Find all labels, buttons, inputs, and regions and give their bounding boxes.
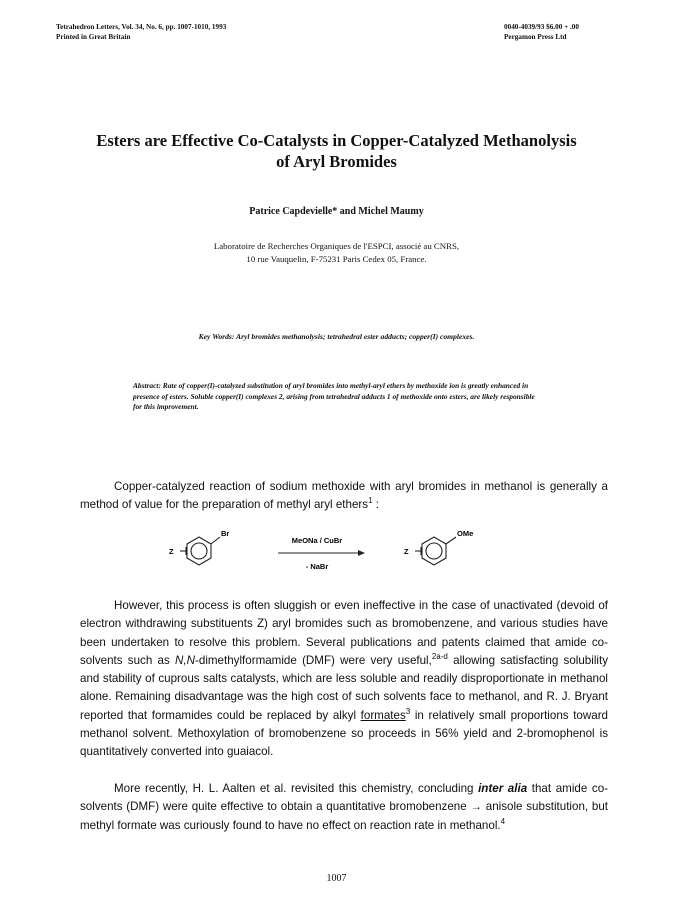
journal-citation: Tetrahedron Letters, Vol. 34, No. 6, pp. 1007-1010, 1993 [56,23,227,31]
reagent-bottom: - NaBr [305,562,329,571]
paper-title [40,130,633,172]
paragraph-3 [80,780,608,835]
product-z-label: Z [404,547,409,556]
p1-tail: : [372,498,379,512]
publisher: Pergamon Press Ltd [504,33,567,41]
ref-1: 1 [368,496,373,506]
p3-inter-alia: inter alia [478,782,528,795]
title-line-2: of Aryl Bromides [276,152,397,171]
reactant-z-label: Z [169,547,174,556]
paragraph-2 [80,597,608,762]
reactant-br-label: Br [221,529,230,538]
p2-text-d: in relatively small proportions toward methanol solvent. Methoxylation of bromobenzene so proceeds in 56% yield and 2-bromophenol is quantitatively converted into guaiacol. [80,708,608,759]
paragraph-1 [80,478,608,515]
affiliation-line-1: Laboratoire de Recherches Organiques de l'ESPCI, associé au CNRS, [213,241,460,251]
product-ome-label: OMe [457,529,474,538]
reagent-top: MeONa / CuBr [291,536,343,545]
affiliation-line-2: 10 rue Vauquelin, F-75231 Paris Cedex 05, France. [246,253,427,264]
abstract-label: Abstract: [133,381,161,390]
p2-text-c: allowing satisfacting solubility and stability of cuprous salts catalysts, which are less soluble and readily disproportionate in methanol alone. Remaining disadvantage was the high cost of such solvents face to methanol, and R. J. Bryant reported that formamides could be replaced by alkyl [80,653,608,722]
p3-text-a: More recently, H. L. Aalten et al. revisited this chemistry, concluding [114,782,479,795]
p2-text-b: -dimethylformamide (DMF) were very useful, [195,653,432,667]
ref-2a-d: 2a-d [431,652,448,662]
ref-3: 3 [405,706,411,716]
keywords: Key Words: Aryl bromides methanolysis; tetrahedral ester adducts; copper(I) complexes. [198,332,475,341]
p2-nn: N,N [175,653,196,667]
printed-in: Printed in Great Britain [56,33,131,41]
ref-4: 4 [500,816,506,826]
title-line-1: Esters are Effective Co-Catalysts in Copper-Catalyzed Methanolysis [96,131,577,150]
page-number: 1007 [326,873,347,884]
arrow-head [358,550,365,556]
authors: Patrice Capdevielle* and Michel Maumy [249,206,424,217]
abstract [133,381,543,413]
p2-formates: formates [360,708,406,722]
p2-text-a: However, this process is often sluggish or even ineffective in the case of unactivated (devoid of electron withdrawing substituents Z) aryl bromides such as bromobenzene, and various studies have been undertaken to resolve this problem. Several publications and patents claimed that amide co-solvents such as [80,599,608,667]
affiliation [0,240,673,265]
p1-text: Copper-catalyzed reaction of sodium methoxide with aryl bromides in methanol is generally a method of value for the preparation of methyl aryl ethers [80,480,608,512]
reactant-ring [180,537,220,565]
abstract-text: Rate of copper(I)-catalyzed substitution of aryl bromides into methyl-aryl ethers by methoxide ion is greatly enhanced in presence of esters. Soluble copper(I) complexes 2, arising from tetrahedral adducts 1 of methoxide onto esters, are likely responsible for this improvement. [133,381,535,411]
p3-text-b: that amide co-solvents (DMF) were quite effective to obtain a quantitative bromobenzene → anisole substitution, but methyl formate was curiously found to have no effect on reaction rate in methanol. [80,782,608,832]
reaction-scheme [160,525,520,585]
issn-code: 0040-4039/93 $6.00 + .00 [504,23,579,31]
product-ring [415,537,456,565]
